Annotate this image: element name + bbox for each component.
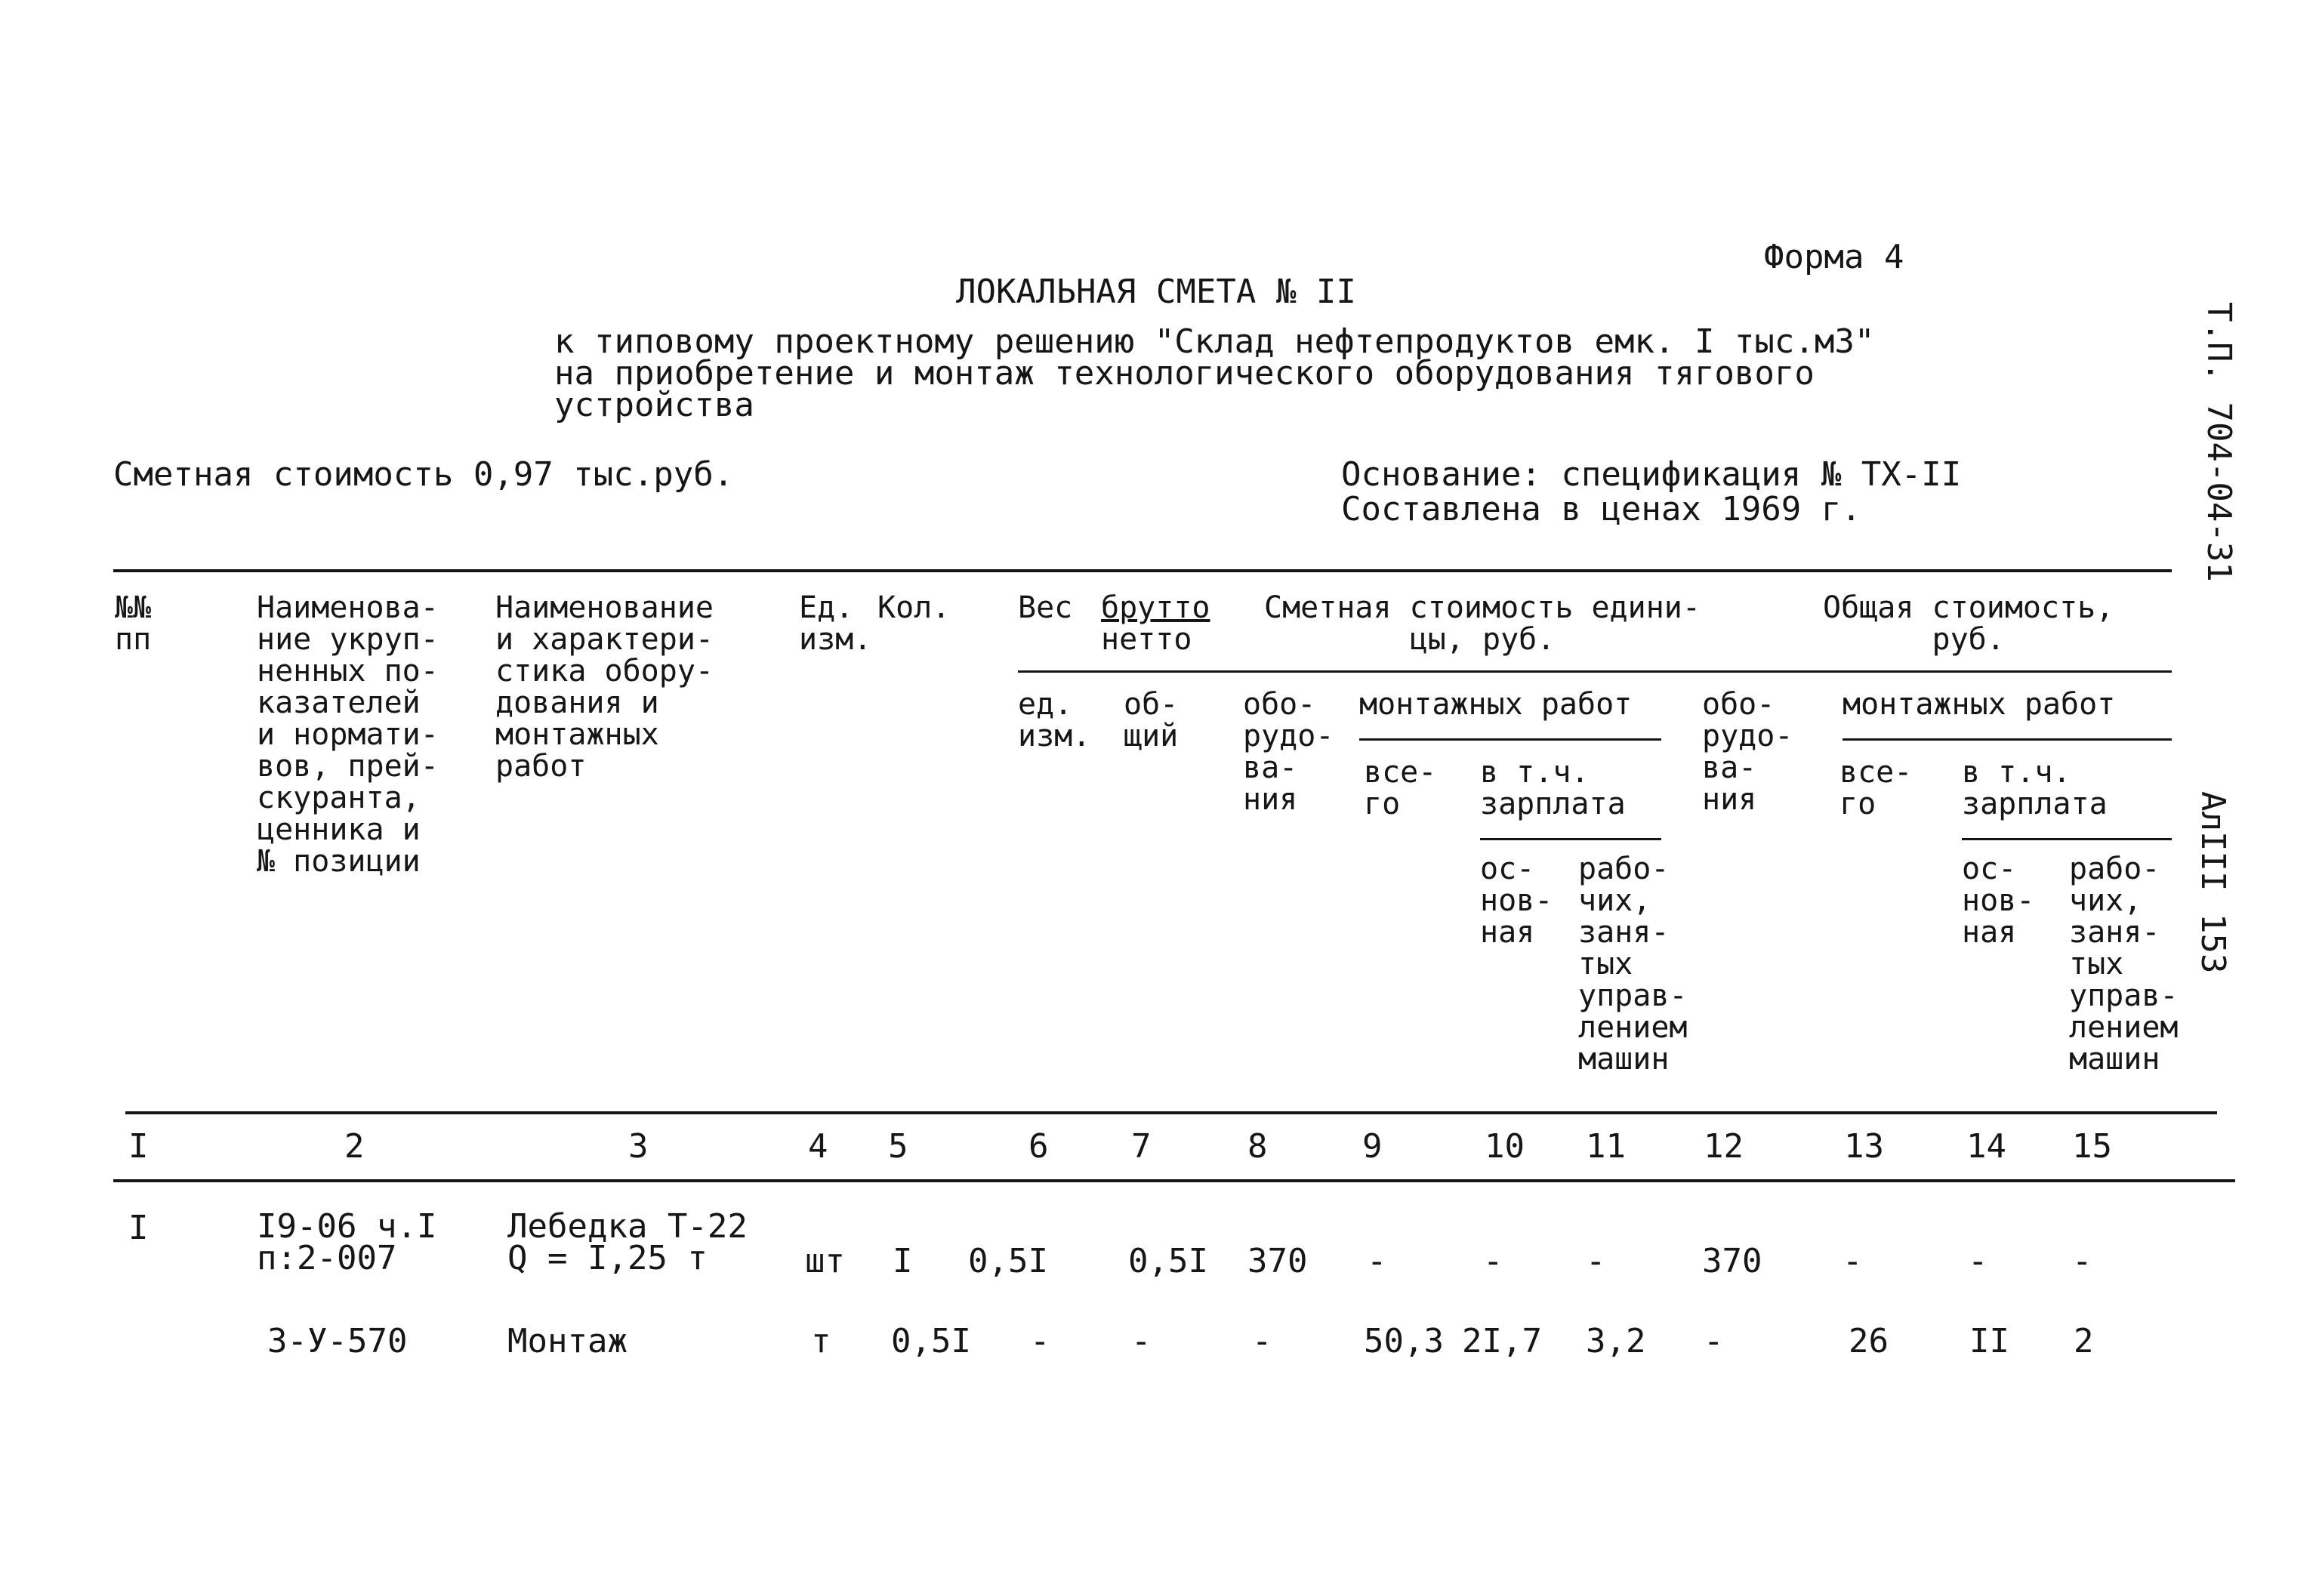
col-header-4: Ед. изм. (799, 590, 872, 657)
basis: Основание: спецификация № ТХ-II (1341, 455, 1962, 494)
col-header-9: все- го (1364, 755, 1437, 821)
side-project-code: Т.П. 704-04-31 (2200, 302, 2238, 582)
col-number: 8 (1247, 1127, 1268, 1166)
row-wage-base-sum: II (1969, 1322, 2009, 1360)
row-equipment-cost: 370 (1247, 1242, 1308, 1280)
row-wage-base-sum: - (1968, 1242, 1988, 1280)
col-number: 4 (808, 1127, 828, 1166)
row-name: Монтаж (507, 1322, 628, 1360)
row-equipment-cost: - (1252, 1322, 1272, 1360)
col-number: 3 (628, 1127, 649, 1166)
row-wage-base: 2I,7 (1462, 1322, 1542, 1360)
col-header-1: №№ пп (115, 590, 152, 657)
col-header-3: Наименование и характери- стика обору- дования и монтажных работ (495, 590, 714, 784)
header-bottom-rule (125, 1111, 2217, 1114)
col-number: 12 (1704, 1127, 1744, 1166)
form-number: Форма 4 (1764, 238, 1904, 276)
col-header-total-cost: Общая стоимость, руб. (1823, 590, 2114, 657)
col-header-6: ед. изм. (1018, 687, 1091, 753)
col-header-mont2: монтажных работ (1843, 687, 2116, 722)
col-number: 15 (2072, 1127, 2112, 1166)
col-header-weight: Вес (1018, 590, 1073, 625)
row-wage-machine: 3,2 (1586, 1322, 1646, 1360)
col-header-13: все- го (1839, 755, 1913, 821)
col-number: 9 (1362, 1127, 1383, 1166)
col-number: 13 (1844, 1127, 1884, 1166)
row-code: 3-У-570 (267, 1322, 408, 1360)
row-weight-total: - (1131, 1322, 1152, 1360)
col-header-zp: в т.ч. зарплата (1480, 755, 1626, 821)
row-equipment-total: 370 (1702, 1242, 1762, 1280)
row-mont-sum: 26 (1849, 1322, 1889, 1360)
col-number: 7 (1131, 1127, 1152, 1166)
col-header-unit-cost: Сметная стоимость едини- цы, руб. (1264, 590, 1701, 657)
col-header-8: обо- рудо- ва- ния (1243, 687, 1334, 817)
col-header-7: об- щий (1124, 687, 1179, 753)
side-page: 153 (2194, 914, 2232, 974)
row-number: I (128, 1209, 149, 1247)
col-number: I (128, 1127, 149, 1166)
row-equipment-total: - (1704, 1322, 1724, 1360)
col-header-11: рабо- чих, заня- тых управ- лением машин (1578, 852, 1688, 1077)
row-weight-total: 0,5I (1128, 1242, 1208, 1280)
col-header-10: ос- нов- ная (1480, 852, 1553, 950)
col-header-5: Кол. (877, 590, 951, 625)
header-rule-zp2 (1962, 838, 2172, 840)
row-mont-sum: - (1843, 1242, 1863, 1280)
col-number: 14 (1966, 1127, 2006, 1166)
row-wage-machine-sum: 2 (2074, 1322, 2094, 1360)
row-mont-total: - (1367, 1242, 1387, 1280)
table-top-rule (113, 569, 2172, 572)
col-header-2: Наименова- ние укруп- ненных по- казателей и нормати- вов, прей- скуранта, ценника и № позиции (257, 590, 439, 879)
row-wage-machine: - (1586, 1242, 1606, 1280)
row-weight-unit: - (1030, 1322, 1050, 1360)
col-number: 6 (1028, 1127, 1049, 1166)
col-header-weight-net: нетто (1101, 622, 1192, 657)
document-subtitle: к типовому проектному решению "Склад нефтепродуктов емк. I тыс.м3" на приобретение и монтаж технологического оборудования тягового устройства (554, 322, 1875, 424)
col-header-weight-gross: брутто (1101, 590, 1210, 625)
row-wage-machine-sum: - (2072, 1242, 2092, 1280)
header-rule-mont2 (1843, 738, 2172, 741)
col-header-15: рабо- чих, заня- тых управ- лением машин (2069, 852, 2179, 1077)
header-rule-level1 (1018, 670, 2172, 673)
header-rule-zp (1480, 838, 1661, 840)
row-name: Лебедка Т-22 Q = I,25 т (507, 1207, 748, 1277)
col-number: 11 (1586, 1127, 1626, 1166)
row-qty: I (893, 1242, 913, 1280)
row-wage-base: - (1483, 1242, 1503, 1280)
row-weight-unit: 0,5I (968, 1242, 1048, 1280)
estimated-cost: Сметная стоимость 0,97 тыс.руб. (113, 455, 734, 494)
col-header-12: обо- рудо- ва- ния (1702, 687, 1793, 817)
numbers-bottom-rule (113, 1179, 2235, 1182)
col-header-14: ос- нов- ная (1962, 852, 2035, 950)
row-code: I9-06 ч.I п:2-007 (257, 1207, 437, 1277)
row-unit: шт (805, 1242, 845, 1280)
row-mont-total: 50,3 (1364, 1322, 1444, 1360)
side-album: АлIII (2194, 791, 2232, 892)
col-number: 10 (1485, 1127, 1525, 1166)
col-number: 5 (888, 1127, 908, 1166)
col-number: 2 (344, 1127, 365, 1166)
price-level: Составлена в ценах 1969 г. (1341, 490, 1861, 528)
header-rule-mont (1359, 738, 1661, 741)
document-title: ЛОКАЛЬНАЯ СМЕТА № II (956, 273, 1356, 311)
row-unit: т (811, 1322, 831, 1360)
col-header-mont: монтажных работ (1359, 687, 1633, 722)
col-header-zp2: в т.ч. зарплата (1962, 755, 2108, 821)
row-qty: 0,5I (891, 1322, 971, 1360)
